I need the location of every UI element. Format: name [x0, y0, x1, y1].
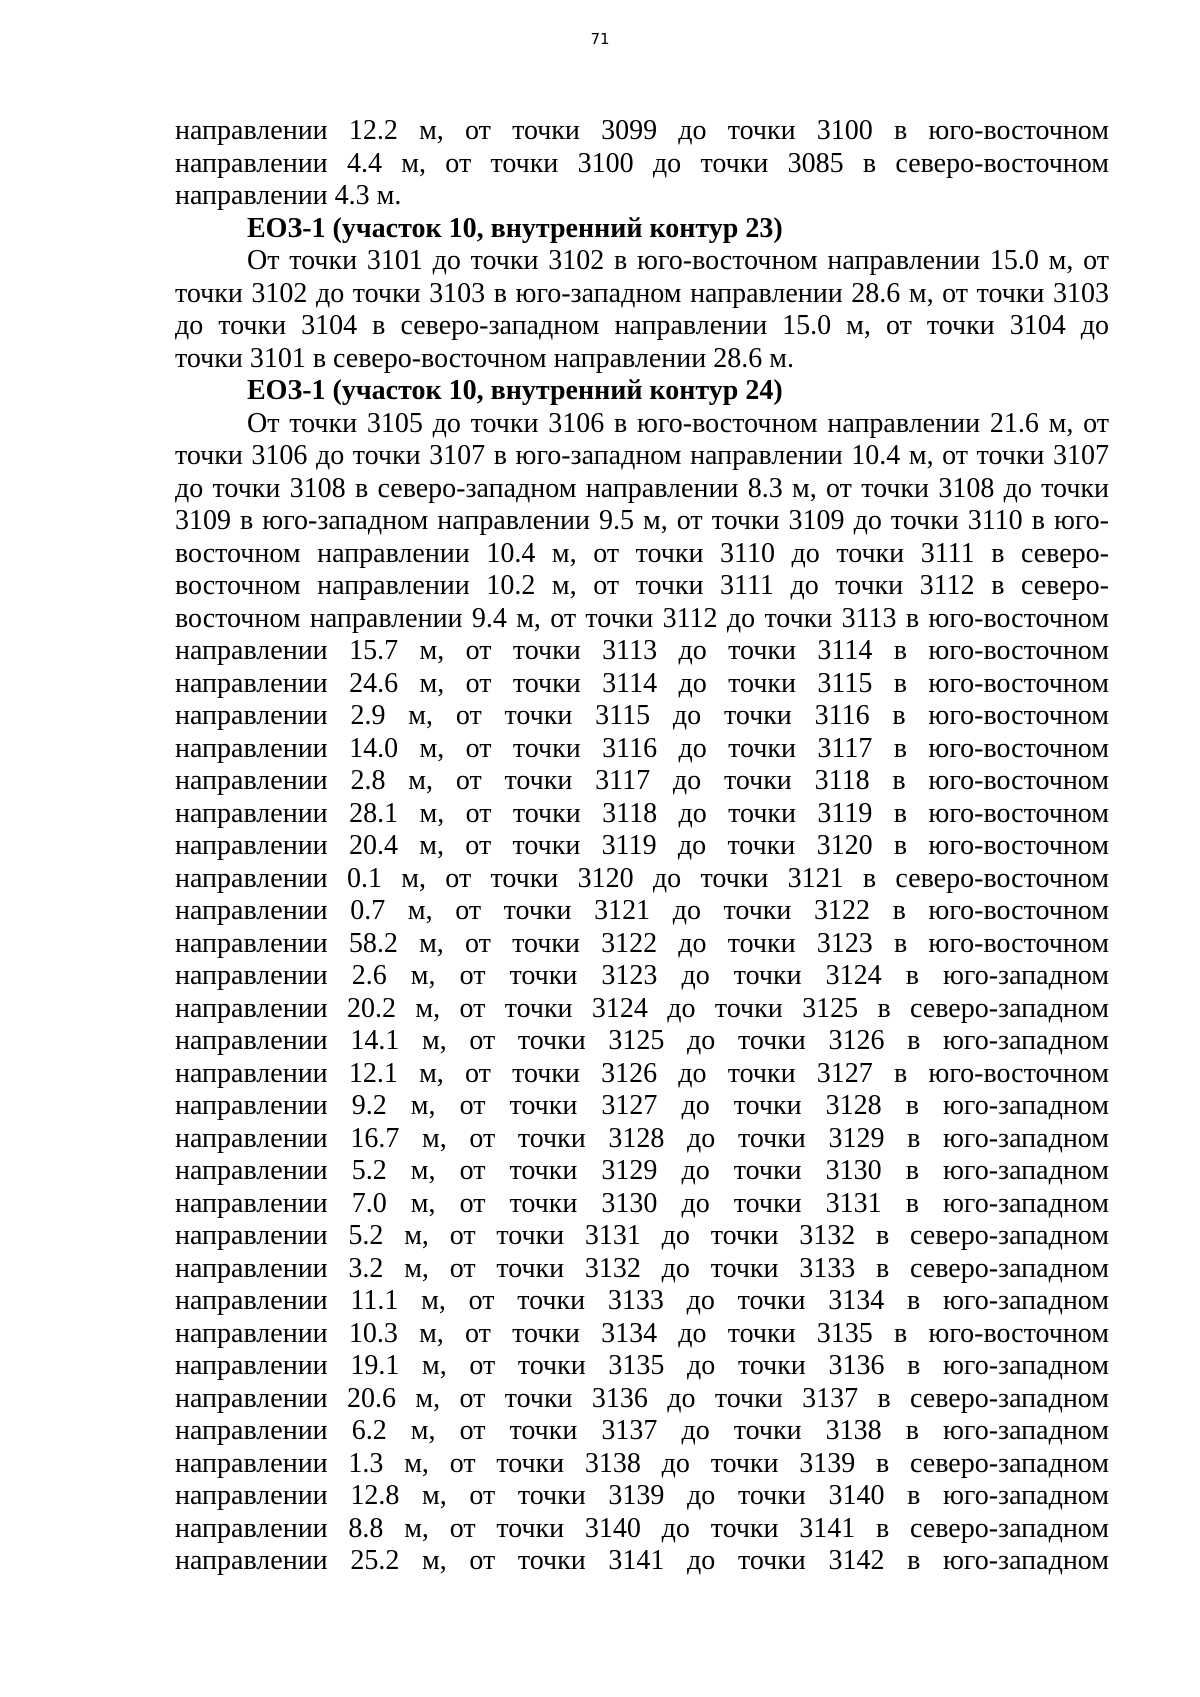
document-body [175, 115, 1109, 1578]
text-line: направлении 24.6 м, от точки 3114 до точки 3115 в юго-восточном [175, 667, 1109, 699]
section-heading: ЕОЗ-1 (участок 10, внутренний контур 24) [247, 375, 783, 406]
intro-paragraph [175, 115, 1109, 213]
text-line: восточном направлении 10.4 м, от точки 3110 до точки 3111 в северо- [175, 537, 1109, 569]
text-line: точки 3101 в северо-восточном направлении 28.6 м. [175, 342, 794, 374]
text-line: направлении 58.2 м, от точки 3122 до точки 3123 в юго-восточном [175, 927, 1109, 959]
text-line: направлении 2.8 м, от точки 3117 до точки 3118 в юго-восточном [175, 765, 1109, 796]
section-paragraph [175, 245, 1109, 375]
text-line: восточном направлении 10.2 м, от точки 3111 до точки 3112 в северо- [175, 570, 1109, 601]
text-line: направлении 6.2 м, от точки 3137 до точки 3138 в юго-западном [175, 1415, 1109, 1446]
text-line: направлении 19.1 м, от точки 3135 до точки 3136 в юго-западном [175, 1350, 1109, 1381]
text-line: направлении 4.3 м. [175, 180, 402, 211]
text-line: направлении 12.1 м, от точки 3126 до точки 3127 в юго-восточном [175, 1057, 1109, 1089]
page-number: 71 [590, 30, 610, 48]
text-line: до точки 3104 в северо-западном направлении 15.0 м, от точки 3104 до [175, 310, 1109, 341]
text-line: 3109 в юго-западном направлении 9.5 м, от точки 3109 до точки 3110 в юго- [175, 505, 1109, 536]
text-line: направлении 9.2 м, от точки 3127 до точки 3128 в юго-западном [175, 1090, 1109, 1121]
text-line: направлении 16.7 м, от точки 3128 до точки 3129 в юго-западном [175, 1122, 1109, 1154]
section-heading: ЕОЗ-1 (участок 10, внутренний контур 23) [247, 212, 783, 244]
text-line: направлении 12.2 м, от точки 3099 до точки 3100 в юго-восточном [175, 115, 1109, 146]
section-paragraph [175, 408, 1109, 1578]
text-line: направлении 14.1 м, от точки 3125 до точки 3126 в юго-западном [175, 1025, 1109, 1056]
text-line: направлении 15.7 м, от точки 3113 до точки 3114 в юго-восточном [175, 635, 1109, 666]
text-line: направлении 20.6 м, от точки 3136 до точки 3137 в северо-западном [175, 1382, 1109, 1414]
text-line: направлении 3.2 м, от точки 3132 до точки 3133 в северо-западном [175, 1252, 1109, 1284]
text-line: направлении 28.1 м, от точки 3118 до точки 3119 в юго-восточном [175, 797, 1109, 829]
text-line: От точки 3101 до точки 3102 в юго-восточном направлении 15.0 м, от [247, 245, 1109, 276]
text-line: От точки 3105 до точки 3106 в юго-восточном направлении 21.6 м, от [247, 407, 1109, 439]
text-line: направлении 2.6 м, от точки 3123 до точки 3124 в юго-западном [175, 960, 1109, 991]
text-line: восточном направлении 9.4 м, от точки 3112 до точки 3113 в юго-восточном [175, 602, 1109, 634]
text-line: направлении 7.0 м, от точки 3130 до точки 3131 в юго-западном [175, 1187, 1109, 1219]
text-line: направлении 5.2 м, от точки 3131 до точки 3132 в северо-западном [175, 1220, 1109, 1251]
text-line: точки 3106 до точки 3107 в юго-западном направлении 10.4 м, от точки 3107 [175, 440, 1109, 471]
text-line: направлении 5.2 м, от точки 3129 до точки 3130 в юго-западном [175, 1155, 1109, 1186]
text-line: направлении 25.2 м, от точки 3141 до точки 3142 в юго-западном [175, 1545, 1109, 1576]
text-line: направлении 20.4 м, от точки 3119 до точки 3120 в юго-восточном [175, 830, 1109, 861]
text-line: направлении 0.1 м, от точки 3120 до точки 3121 в северо-восточном [175, 862, 1109, 894]
text-line: направлении 11.1 м, от точки 3133 до точки 3134 в юго-западном [175, 1285, 1109, 1316]
text-line: направлении 12.8 м, от точки 3139 до точки 3140 в юго-западном [175, 1480, 1109, 1511]
text-line: направлении 0.7 м, от точки 3121 до точки 3122 в юго-восточном [175, 895, 1109, 926]
text-line: точки 3102 до точки 3103 в юго-западном направлении 28.6 м, от точки 3103 [175, 277, 1109, 309]
text-line: до точки 3108 в северо-западном направлении 8.3 м, от точки 3108 до точки [175, 472, 1109, 504]
text-line: направлении 2.9 м, от точки 3115 до точки 3116 в юго-восточном [175, 700, 1109, 731]
text-line: направлении 8.8 м, от точки 3140 до точки 3141 в северо-западном [175, 1512, 1109, 1544]
text-line: направлении 14.0 м, от точки 3116 до точки 3117 в юго-восточном [175, 732, 1109, 764]
text-line: направлении 1.3 м, от точки 3138 до точки 3139 в северо-западном [175, 1447, 1109, 1479]
text-line: направлении 4.4 м, от точки 3100 до точки 3085 в северо-восточном [175, 147, 1109, 179]
text-line: направлении 10.3 м, от точки 3134 до точки 3135 в юго-восточном [175, 1317, 1109, 1349]
text-line: направлении 20.2 м, от точки 3124 до точки 3125 в северо-западном [175, 992, 1109, 1024]
